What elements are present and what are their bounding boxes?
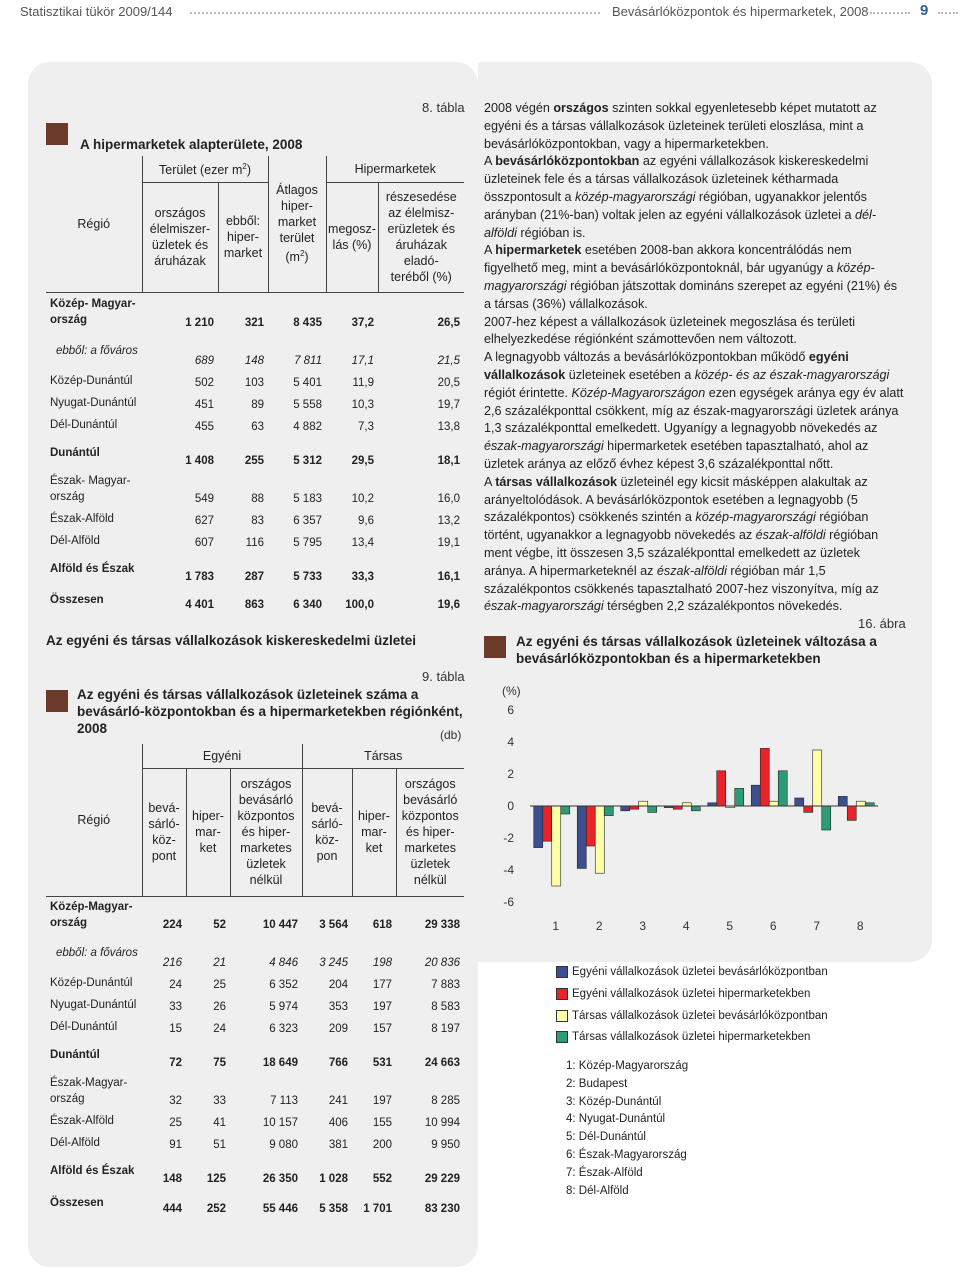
t8-cell: 88	[251, 493, 264, 505]
t9-cell: 20 836	[424, 957, 460, 969]
bar	[604, 806, 613, 816]
t9-cell: 83 230	[424, 1203, 460, 1215]
table9	[46, 744, 464, 1218]
t9-cell: 6 352	[269, 979, 298, 991]
t9-cell: 55 446	[262, 1203, 298, 1215]
bar	[769, 801, 778, 806]
t8-row	[46, 552, 464, 586]
t9-cell: 198	[372, 957, 392, 969]
bar	[577, 806, 586, 868]
paragraph: A legnagyobb változás a bevásárlóközpontokban működő egyéni vállalkozások üzleteinek esetében a közép- és az észak-magyarországi régiót érintette. Közép-Magyarországon ezen egységek aránya egy év alatt 2,6 százalékponttal csökkent, míg az észak-magyarországi üzletek aránya 1,3 százalékponttal emelkedett. Ugyanígy a legnagyobb növekedés az észak-magyarországi hipermarketek esetében tapasztalható, ahol az üzletek aránya az előző évhez képest 3,6 százalékponttal nőtt.	[484, 350, 904, 471]
paragraph: 2008 végén országos szinten sokkal egyenletesebb képet mutatott az egyéni és a társas vállalkozások üzleteinek területi eloszlása, mint a bevásárlóközpontokban, vagy a hipermarketekben.	[484, 101, 877, 151]
t9-cell: 24	[169, 979, 182, 991]
bar	[760, 748, 769, 806]
table9-unit: (db)	[440, 728, 462, 742]
t9-h-hyp2: hiper- mar- ket	[352, 768, 396, 896]
t8-cell: 7 811	[294, 355, 322, 367]
t8-cell: 5 795	[293, 537, 322, 549]
t8-h-ofwhich: ebből: hiper- market	[218, 182, 268, 292]
t8-cell: 1 783	[185, 571, 214, 583]
t8-region: Közép- Magyar-ország	[50, 298, 136, 327]
t9-cell: 224	[162, 919, 182, 931]
t8-cell: 6 357	[293, 515, 322, 527]
t8-cell: 148	[244, 355, 264, 367]
header-right: Bevásárlóközpontok és hipermarketek, 2008	[612, 4, 869, 19]
t9-cell: 406	[328, 1117, 348, 1129]
bar	[735, 788, 744, 806]
legend-label: Társas vállalkozások üzletei bevásárlóközpontban	[572, 1009, 828, 1022]
t9-region: Alföld és Észak	[50, 1165, 135, 1177]
t8-cell: 10,2	[351, 493, 374, 505]
t9-cell: 200	[372, 1139, 392, 1151]
t9-row	[46, 1110, 464, 1132]
x-tick-label: 3	[639, 919, 647, 933]
table8	[46, 156, 464, 614]
figure-note: 1: Közép-Magyarország	[566, 1060, 689, 1072]
t8-cell: 451	[194, 399, 214, 411]
x-tick-label: 2	[595, 919, 603, 933]
t8-h-share: megosz- lás (%)	[326, 182, 378, 292]
t8-cell: 287	[244, 571, 264, 583]
t8-cell: 627	[194, 515, 214, 527]
t9-cell: 91	[169, 1139, 182, 1151]
t8-cell: 6 340	[293, 599, 322, 611]
bar	[639, 801, 648, 806]
t8-region: Észak-Alföld	[50, 513, 114, 525]
t9-cell: 1 028	[319, 1173, 348, 1185]
t9-cell: 33	[169, 1001, 182, 1013]
chart-legend	[556, 966, 828, 1053]
t9-row	[46, 994, 464, 1016]
t8-region: Közép-Dunántúl	[50, 375, 133, 387]
t9-row	[46, 1154, 464, 1188]
t8-cell: 863	[244, 599, 264, 611]
t9-region: Közép-Magyar-ország	[50, 901, 133, 930]
t8-row	[46, 436, 464, 470]
paragraph: A hipermarketek esetében 2008-ban akkora koncentrálódás nem figyelhető meg, mint a bevásárlóközpontoknál, bár ugyanúgy a közép-magyarországi régióban játszottak domináns szerepet az egyéni (21%) és a társas (36%) vállalkozások.	[484, 243, 898, 311]
figure-note: 7: Észak-Alföld	[566, 1166, 643, 1179]
t9-cell: 75	[213, 1057, 226, 1069]
t9-cell: 618	[372, 919, 392, 931]
bar	[648, 806, 657, 812]
t8-row	[46, 470, 464, 508]
t9-cell: 197	[372, 1095, 392, 1107]
table9-title: Az egyéni és társas vállalkozások üzleteinek száma a bevásárló-központokban és a hipermarketekben régiónként, 2008	[77, 687, 463, 736]
t9-cell: 29 338	[424, 919, 460, 931]
t8-h-region: Régió	[46, 156, 142, 292]
legend-label: Társas vállalkozások üzletei hipermarketekben	[572, 1031, 811, 1044]
legend-swatch	[556, 1031, 568, 1043]
t9-cell: 6 323	[269, 1023, 298, 1035]
t8-cell: 321	[244, 317, 264, 329]
t8-region: ebből: a főváros	[56, 345, 138, 357]
t8-region: Észak- Magyar-ország	[50, 475, 131, 503]
t8-h-avg: Átlagos hiper- market terület $(m^2)$	[268, 156, 326, 292]
figure-title: Az egyéni és társas vállalkozások üzleteinek változása a bevásárlóközpontokban és a hipermarketekben	[516, 634, 877, 666]
bar	[795, 798, 804, 806]
t8-cell: 1 408	[185, 455, 214, 467]
x-tick-label: 8	[856, 919, 864, 933]
bar	[751, 785, 760, 806]
paragraph: A társas vállalkozások üzleteinél egy kicsit másképpen alakultak az arányeltolódások. A bevásárlóközpontok esetében a legnagyobb (5 százalékpontos) csökkenés szintén a közép-magyarországi régióban történt, ugyanakkor a legnagyobb növekedés az észak-alföldi régióban ment végbe, itt összesen 3,5 százalékponttal emelkedett az üzletek aránya. A hipermarketeknél az észak-alföldi régióban már 1,5 százalékpontos csökkenés tapasztalható 2007-hez viszonyítva, míg az észak-magyarországi térségben 2,2 százalékpontos növekedés.	[484, 474, 879, 614]
t8-cell: 100,0	[345, 599, 374, 611]
t9-cell: 204	[328, 979, 348, 991]
bar	[586, 806, 595, 846]
t8-cell: 13,2	[437, 515, 460, 527]
t8-row	[46, 530, 464, 552]
t8-cell: 83	[251, 515, 264, 527]
t8-region: Dél-Dunántúl	[50, 419, 118, 431]
t8-h-food: országos élelmiszer- üzletek és áruházak	[142, 182, 218, 292]
t9-region: Összesen	[50, 1197, 104, 1209]
bar	[561, 806, 570, 814]
y-tick-label: 2	[507, 767, 514, 781]
table9-label: 9. tábla	[422, 669, 465, 684]
t8-cell: 19,7	[437, 399, 460, 411]
t9-cell: 3 245	[319, 957, 348, 969]
bar	[847, 806, 856, 820]
t9-cell: 9 950	[431, 1139, 460, 1151]
bar	[838, 796, 847, 806]
figure-note: 5: Dél-Dunántúl	[566, 1131, 646, 1144]
bar	[534, 806, 543, 848]
figure-label: 16. ábra	[858, 616, 906, 631]
t8-row	[46, 332, 464, 370]
bar	[595, 806, 604, 873]
t8-cell: 13,4	[351, 537, 374, 549]
figure-note: 4: Nyugat-Dunántúl	[566, 1113, 666, 1126]
t9-cell: 25	[213, 979, 226, 991]
t8-row	[46, 414, 464, 436]
t9-cell: 197	[372, 1001, 392, 1013]
t9-cell: 25	[169, 1117, 182, 1129]
t9-row	[46, 1072, 464, 1110]
legend-item	[556, 988, 828, 1010]
table8-marker	[46, 123, 68, 145]
t8-cell: 26,5	[437, 317, 460, 329]
t8-cell: 8 435	[293, 317, 322, 329]
t9-cell: 8 285	[431, 1095, 460, 1107]
t8-cell: 455	[194, 421, 214, 433]
t9-cell: 10 994	[424, 1117, 460, 1129]
t9-region: Dunántúl	[50, 1049, 100, 1061]
table8-title: A hipermarketek alapterülete, 2008	[80, 137, 303, 152]
t8-cell: 4 882	[293, 421, 322, 433]
t8-cell: 13,8	[437, 421, 460, 433]
legend-swatch	[556, 1010, 568, 1022]
t8-region: Dunántúl	[50, 447, 100, 459]
t8-cell: 5 183	[293, 493, 322, 505]
t9-cell: 33	[213, 1095, 226, 1107]
bar	[778, 771, 787, 806]
t9-cell: 72	[169, 1057, 182, 1069]
t9-h-mall: bevá- sárló- köz- pont	[142, 768, 186, 896]
t9-row	[46, 1038, 464, 1072]
t8-cell: 103	[244, 377, 264, 389]
t9-cell: 7 883	[431, 979, 460, 991]
t9-cell: 15	[169, 1023, 182, 1035]
bar	[804, 806, 813, 812]
t9-cell: 353	[328, 1001, 348, 1013]
legend-item	[556, 966, 828, 988]
t9-cell: 18 649	[262, 1057, 298, 1069]
figure-note: 3: Közép-Dunántúl	[566, 1095, 662, 1108]
t8-cell: 29,5	[351, 455, 374, 467]
t9-cell: 21	[213, 957, 226, 969]
t9-cell: 241	[328, 1095, 348, 1107]
t9-cell: 252	[206, 1203, 226, 1215]
bar	[691, 806, 700, 811]
figure-note: 8: Dél-Alföld	[566, 1184, 629, 1197]
t9-h-nat2: országos bevásárló központos és hiper- marketes üzletek nélkül	[396, 768, 464, 896]
t9-cell: 177	[372, 979, 392, 991]
t9-region: Észak-Alföld	[50, 1115, 114, 1127]
t9-cell: 52	[213, 919, 226, 931]
t9-cell: 3 564	[319, 919, 348, 931]
legend-swatch	[556, 966, 568, 978]
t9-cell: 1 701	[363, 1203, 392, 1215]
x-tick-label: 7	[813, 919, 821, 933]
section-title: Az egyéni és társas vállalkozások kiskereskedelmi üzletei	[46, 633, 416, 648]
legend-label: Egyéni vállalkozások üzletei bevásárlóközpontban	[572, 966, 828, 979]
t9-row	[46, 1188, 464, 1218]
t9-cell: 24	[213, 1023, 226, 1035]
bar	[621, 806, 630, 811]
t9-h-mall2: bevá- sárló- köz- pon	[302, 768, 352, 896]
bar	[856, 801, 865, 806]
t8-cell: 549	[194, 493, 214, 505]
t9-region: ebből: a főváros	[56, 947, 138, 959]
t8-cell: 11,9	[352, 377, 374, 389]
legend-item	[556, 1010, 828, 1032]
t8-row	[46, 586, 464, 614]
x-tick-label: 1	[552, 919, 560, 933]
t9-cell: 32	[169, 1095, 182, 1107]
t8-cell: 63	[251, 421, 264, 433]
figure-unit: (%)	[502, 684, 521, 698]
t9-cell: 5 974	[269, 1001, 298, 1013]
t9-cell: 381	[328, 1139, 348, 1151]
t8-cell: 19,6	[437, 599, 460, 611]
t8-cell: 89	[251, 399, 264, 411]
y-tick-label: 6	[507, 703, 514, 717]
t9-cell: 531	[372, 1057, 392, 1069]
t9-cell: 24 663	[424, 1057, 460, 1069]
y-tick-label: -6	[503, 895, 514, 909]
t8-row	[46, 508, 464, 530]
t8-cell: 5 401	[293, 377, 322, 389]
t8-h-hyper: Hipermarketek	[326, 156, 464, 182]
header-dots	[190, 12, 600, 14]
page-number: 9	[920, 2, 929, 19]
t9-region: Nyugat-Dunántúl	[50, 999, 137, 1011]
t8-row	[46, 292, 464, 332]
x-tick-label: 6	[769, 919, 777, 933]
t9-cell: 209	[328, 1023, 348, 1035]
t9-cell: 51	[213, 1139, 226, 1151]
figure-notes	[566, 1058, 688, 1200]
bar-chart	[494, 700, 894, 940]
t9-cell: 125	[206, 1173, 226, 1185]
t8-row	[46, 370, 464, 392]
t9-h-ind: Egyéni	[142, 744, 302, 768]
bar	[822, 806, 831, 830]
t9-h-region: Régió	[46, 744, 142, 896]
paragraph: 2007-hez képest a vállalkozások üzleteinek megoszlása és területi elhelyezkedése régiónként számottevően nem változott.	[484, 314, 856, 347]
y-tick-label: -2	[503, 831, 514, 845]
y-tick-label: 0	[507, 799, 514, 813]
t8-cell: 5 312	[293, 455, 322, 467]
t8-region: Alföld és Észak	[50, 563, 135, 575]
t9-h-nat: országos bevásárló központos és hiper- marketes üzletek nélkül	[230, 768, 302, 896]
t9-cell: 9 080	[269, 1139, 298, 1151]
t8-cell: 7,3	[358, 421, 374, 433]
t9-row	[46, 972, 464, 994]
t9-region: Észak-Magyar-ország	[50, 1077, 128, 1105]
t8-cell: 16,0	[437, 493, 460, 505]
t8-cell: 116	[245, 537, 264, 549]
t8-h-part: részesedése az élelmisz- erüzletek és áruházak eladó- teréből (%)	[378, 182, 464, 292]
t9-region: Dél-Dunántúl	[50, 1021, 118, 1033]
t9-row	[46, 1132, 464, 1154]
t9-cell: 216	[162, 957, 182, 969]
t9-cell: 155	[372, 1117, 392, 1129]
paragraph: A bevásárlóközpontokban az egyéni vállalkozások kiskereskedelmi üzleteinek fele és a társas vállalkozások üzleteinek kétharmada összpontosult a közép-magyarországi régióban, ugyanakkor jelentős arányban (21%-ban) voltak jelen az egyéni vállalkozások üzletei a dél-alföldi régióban is.	[484, 154, 877, 240]
legend-swatch	[556, 988, 568, 1000]
t8-cell: 16,1	[437, 571, 460, 583]
t8-h-area: Terület (ezer $m^2$)	[142, 156, 268, 182]
t8-row	[46, 392, 464, 414]
t9-cell: 552	[372, 1173, 392, 1185]
table9-marker	[46, 690, 68, 712]
t8-cell: 10,3	[351, 399, 374, 411]
t8-cell: 37,2	[351, 317, 374, 329]
t9-cell: 26 350	[262, 1173, 298, 1185]
page-header	[0, 0, 960, 24]
t9-row	[46, 934, 464, 972]
t9-cell: 4 846	[269, 957, 298, 969]
t8-cell: 4 401	[185, 599, 214, 611]
y-tick-label: 4	[507, 735, 514, 749]
t8-cell: 5 558	[293, 399, 322, 411]
t8-cell: 607	[194, 537, 214, 549]
header-dots-3	[938, 12, 958, 14]
t9-region: Közép-Dunántúl	[50, 977, 133, 989]
t8-cell: 18,1	[437, 455, 460, 467]
t9-cell: 8 583	[431, 1001, 460, 1013]
t8-cell: 1 210	[185, 317, 214, 329]
figure-note: 2: Budapest	[566, 1077, 628, 1090]
t8-cell: 17,1	[351, 355, 374, 367]
t8-cell: 689	[194, 355, 214, 367]
legend-item	[556, 1031, 828, 1053]
legend-label: Egyéni vállalkozások üzletei hipermarketekben	[572, 987, 811, 1000]
y-tick-label: -4	[503, 863, 514, 877]
t8-cell: 5 733	[293, 571, 322, 583]
table8-label: 8. tábla	[422, 100, 465, 115]
t9-cell: 5 358	[319, 1203, 348, 1215]
body-text	[484, 100, 904, 616]
t9-row	[46, 896, 464, 934]
t9-cell: 157	[372, 1023, 392, 1035]
t9-cell: 10 157	[262, 1117, 298, 1129]
t9-cell: 29 229	[424, 1173, 460, 1185]
t8-cell: 20,5	[437, 377, 460, 389]
bar	[813, 750, 822, 806]
header-dots-2	[870, 12, 910, 14]
t8-region: Összesen	[50, 594, 104, 606]
header-left: Statisztikai tükör 2009/144	[20, 4, 173, 19]
t9-cell: 8 197	[431, 1023, 460, 1035]
t8-cell: 502	[194, 377, 214, 389]
figure-note: 6: Észak-Magyarország	[566, 1148, 687, 1161]
t8-region: Dél-Alföld	[50, 535, 100, 547]
x-tick-label: 5	[726, 919, 734, 933]
t9-h-comp: Társas	[302, 744, 464, 768]
t8-cell: 21,5	[437, 355, 460, 367]
t8-region: Nyugat-Dunántúl	[50, 397, 137, 409]
t8-cell: 33,3	[351, 571, 374, 583]
t9-cell: 10 447	[262, 919, 298, 931]
bar	[717, 771, 726, 806]
t8-cell: 255	[244, 455, 264, 467]
t8-cell: 9,6	[358, 515, 374, 527]
t9-h-hyp: hiper- mar- ket	[186, 768, 230, 896]
t9-cell: 444	[162, 1203, 182, 1215]
t9-cell: 41	[213, 1117, 226, 1129]
t9-cell: 148	[162, 1173, 182, 1185]
t8-cell: 19,1	[437, 537, 460, 549]
x-tick-label: 4	[682, 919, 690, 933]
t9-cell: 26	[213, 1001, 226, 1013]
t9-cell: 7 113	[270, 1095, 298, 1107]
t9-region: Dél-Alföld	[50, 1137, 100, 1149]
t9-cell: 766	[328, 1057, 348, 1069]
t9-row	[46, 1016, 464, 1038]
bar	[543, 806, 552, 841]
bar	[552, 806, 561, 886]
figure-marker	[484, 636, 506, 658]
